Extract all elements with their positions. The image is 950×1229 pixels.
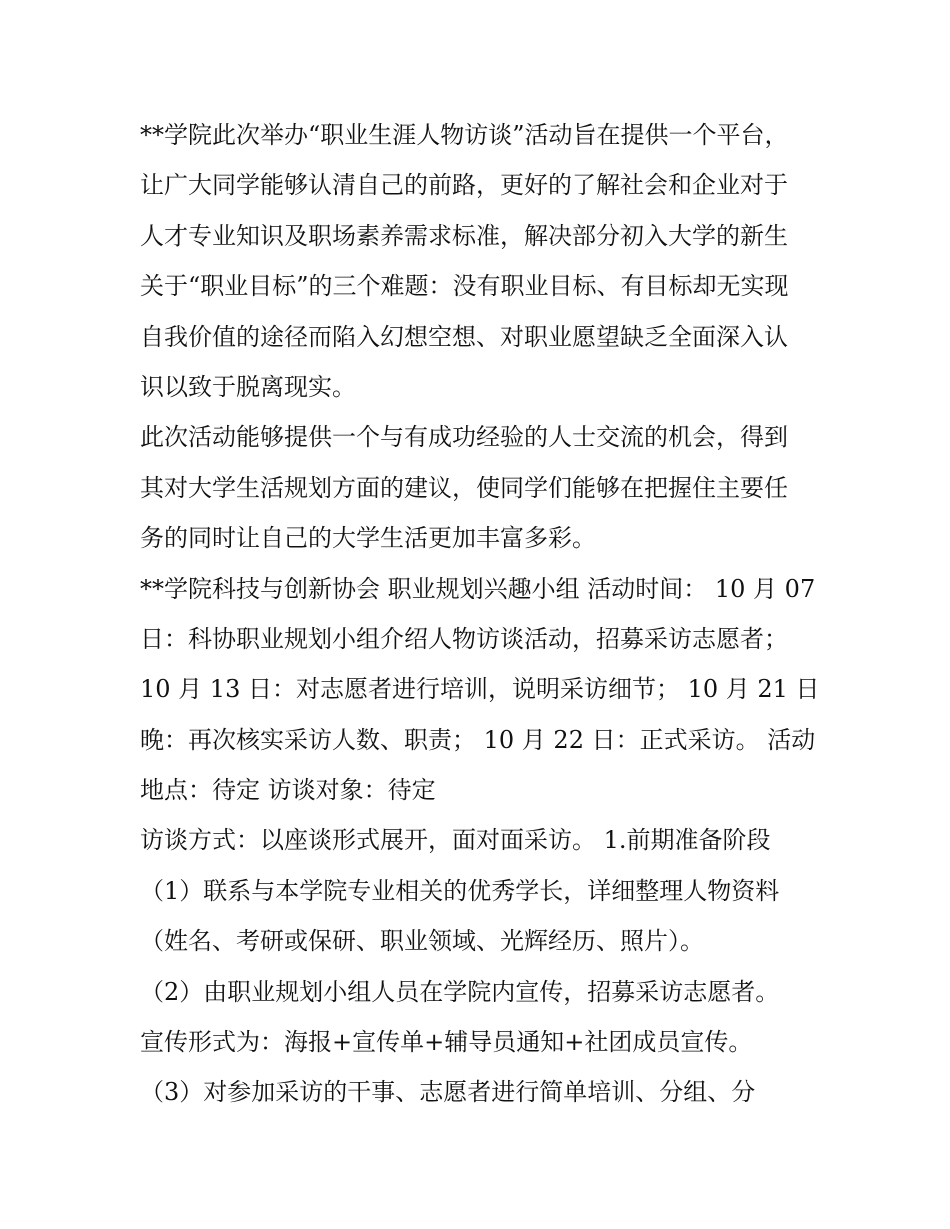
text-line: **学院此次举办“职业生涯人物访谈”活动旨在提供一个平台，: [140, 121, 789, 149]
text-line: 关于“职业目标”的三个难题：没有职业目标、有目标却无实现: [140, 272, 789, 301]
text-line: 人才专业知识及职场素养需求标准，解决部分初入大学的新生: [140, 221, 788, 250]
text-line: 日：科协职业规划小组介绍人物访谈活动，招募采访志愿者；: [140, 624, 788, 653]
text-line: **学院科技与创新协会 职业规划兴趣小组 活动时间： 10 月 07: [140, 574, 816, 603]
text-line: （2）由职业规划小组人员在学院内宣传，招募采访志愿者。: [140, 977, 780, 1006]
text-line: 自我价值的途径而陷入幻想空想、对职业愿望缺乏全面深入认: [140, 322, 788, 351]
text-line: 其对大学生活规划方面的建议，使同学们能够在把握住主要任: [140, 473, 788, 502]
text-line: （3）对参加采访的干事、志愿者进行简单培训、分组、分: [140, 1078, 756, 1107]
text-line: 务的同时让自己的大学生活更加丰富多彩。: [140, 524, 596, 553]
text-line: 10 月 13 日：对志愿者进行培训，说明采访细节； 10 月 21 日: [140, 675, 820, 704]
text-line: （姓名、考研或保研、职业领域、光辉经历、照片）。: [140, 927, 704, 956]
document-body: [140, 110, 830, 1118]
text-line: 晚：再次核实采访人数、职责； 10 月 22 日：正式采访。 活动: [140, 725, 816, 754]
text-line: （1）联系与本学院专业相关的优秀学长，详细整理人物资料: [140, 876, 780, 905]
text-line: 识以致于脱离现实。: [140, 372, 356, 401]
text-line: 访谈方式：以座谈形式展开，面对面采访。 1.前期准备阶段: [140, 826, 771, 855]
text-line: 地点：待定 访谈对象：待定: [140, 776, 436, 805]
text-line: 此次活动能够提供一个与有成功经验的人士交流的机会，得到: [140, 423, 788, 452]
text-line: 让广大同学能够认清自己的前路，更好的了解社会和企业对于: [140, 171, 788, 200]
text-line: 宣传形式为：海报+宣传单+辅导员通知+社团成员宣传。: [140, 1028, 753, 1057]
